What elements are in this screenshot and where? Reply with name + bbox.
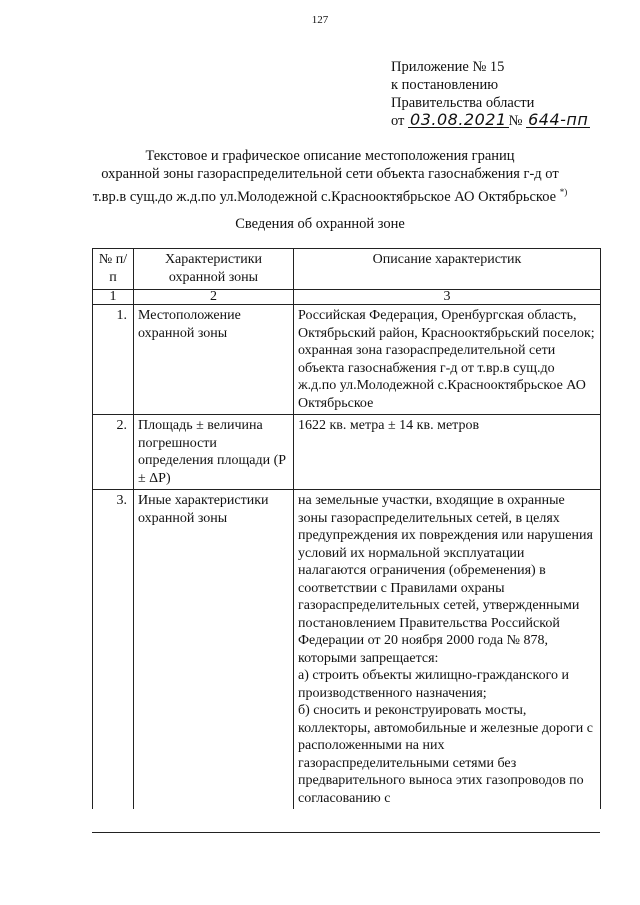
row-name: Местоположение охранной зоны — [134, 305, 294, 415]
document-title — [60, 147, 600, 206]
row-description: 1622 кв. метра ± 14 кв. метров — [294, 415, 601, 490]
page-number: 127 — [311, 14, 329, 26]
title-line-1: Текстовое и графическое описание местоположения границ — [145, 148, 515, 164]
row-description-text: на земельные участки, входящие в охранные зоны газораспределительных сетей, в целях предупреждения их повреждения или нарушения условий их нормальной эксплуатации налагаются ограничения (обременения) в соответствии с Правилами охраны газораспределительных сетей, утвержденными постановлением Правительства Российской Федерации от 20 ноября 2000 года № 878, которыми запрещается: — [298, 493, 593, 666]
row-num: 3. — [93, 490, 134, 810]
index-cell: 3 — [294, 290, 601, 305]
row-num: 1. — [93, 305, 134, 415]
handwritten-date: 03.08.2021 — [410, 110, 507, 129]
row-name: Иные характеристики охранной зоны — [134, 490, 294, 810]
zone-info-table — [92, 248, 601, 809]
row-num: 2. — [93, 415, 134, 490]
appendix-title: Приложение № 15 — [391, 59, 505, 75]
date-prefix: от — [391, 113, 405, 129]
appendix-subtitle: к постановлению — [391, 77, 499, 93]
table-row — [93, 415, 601, 490]
table-index-row — [93, 290, 601, 305]
table-row — [93, 490, 601, 810]
appendix-date-line — [391, 110, 590, 129]
table-bottom-border — [92, 832, 600, 833]
title-line-3 — [60, 183, 600, 206]
number-prefix: № — [508, 113, 523, 129]
row-item-a: а) строить объекты жилищно-гражданского и производственного назначения; — [298, 668, 569, 701]
header-characteristics: Характеристики охранной зоны — [134, 249, 294, 290]
header-num: № п/п — [93, 249, 134, 290]
row-item-b: б) сносить и реконструировать мосты, коллекторы, автомобильные и железные дороги с расположенными на них газораспределительными сетями без предварительного выноса этих газопроводов по согласованию с — [298, 703, 593, 806]
footnote-mark: *) — [559, 187, 568, 197]
appendix-authority: Правительства области — [391, 95, 535, 111]
index-cell: 1 — [93, 290, 134, 305]
table-header-row — [93, 249, 601, 290]
title-line-2: охранной зоны газораспределительной сети объекта газоснабжения г-д от — [101, 166, 559, 182]
index-cell: 2 — [134, 290, 294, 305]
table-row — [93, 305, 601, 415]
title-line-3-text: т.вр.в сущ.до ж.д.по ул.Молодежной с.Краснооктябрьское АО Октябрьское — [92, 188, 557, 205]
header-description: Описание характеристик — [294, 249, 601, 290]
row-description — [294, 490, 601, 810]
section-title: Сведения об охранной зоне — [235, 216, 405, 232]
row-description: Российская Федерация, Оренбургская область, Октябрьский район, Краснооктябрьский поселок; охранная зона газораспределительной сети объекта газоснабжения г-д от т.вр.в сущ.до ж.д.по ул.Молодежной с.Краснооктябрьское АО Октябрьское — [294, 305, 601, 415]
row-name: Площадь ± величина погрешности определения площади (P ± ΔP) — [134, 415, 294, 490]
handwritten-number: 644-пп — [528, 110, 589, 129]
appendix-block — [391, 58, 631, 130]
